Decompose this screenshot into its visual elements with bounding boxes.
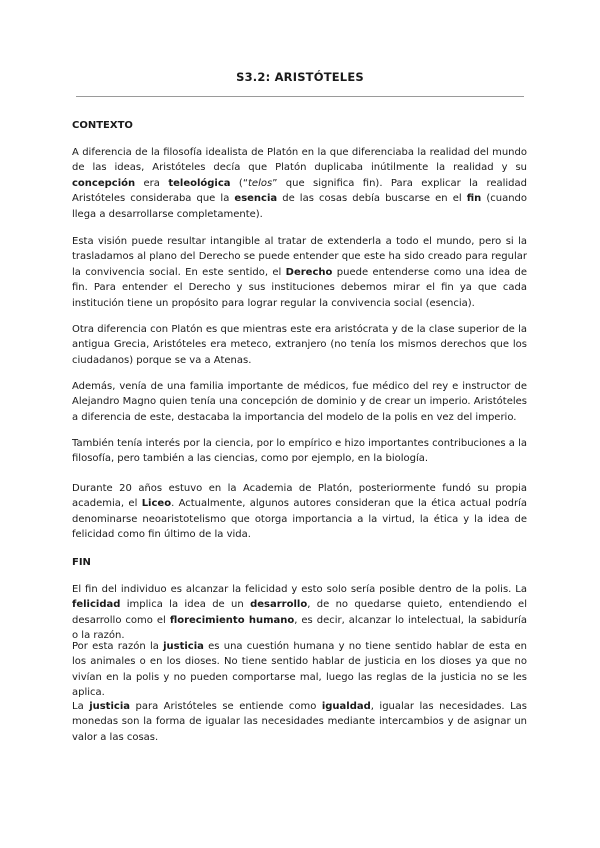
paragraph: Durante 20 años estuvo en la Academia de Platón, posteriormente fundó su propia academia, el Liceo. Actualmente, algunos autores consideran que la ética actual podría denominarse neoaristotelismo que otorga importancia a la virtud, la ética y la idea de felicidad como fin último de la vida. xyxy=(72,483,527,541)
paragraph: También tenía interés por la ciencia, por lo empírico e hizo importantes contribuciones a la filosofía, pero también a las ciencias, como por ejemplo, en la biología. xyxy=(72,438,528,465)
bold-term: justicia xyxy=(89,701,130,712)
paragraph: Esta visión puede resultar intangible al tratar de extenderla a todo el mundo, pero si la trasladamos al plano del Derecho se puede entender que este ha sido creado para regular la convivencia social. En este sentido, el Derecho puede entenderse como una idea de fin. Para entender el Derecho y sus instituciones debemos mirar el fin ya que cada institución tiene un propósito para lograr regular la convivencia social (esencia). xyxy=(72,236,527,309)
section-heading-fin: FIN xyxy=(72,557,91,568)
bold-term: teleológica xyxy=(168,177,231,189)
paragraph: La justicia para Aristóteles se entiende como igualdad, igualar las necesidades. Las monedas son la forma de igualar las necesidades mediante intercambios y de asignar un valor a las cosas. xyxy=(72,701,527,743)
title-divider xyxy=(76,96,524,97)
section-heading-contexto: CONTEXTO xyxy=(72,120,133,131)
bold-term: igualdad xyxy=(321,701,371,712)
bold-term: Derecho xyxy=(285,266,333,278)
bold-term: felicidad xyxy=(72,599,121,611)
paragraph: Además, venía de una familia importante de médicos, fue médico del rey e instructor de Alejandro Magno quien tenía una concepción de dominio y de crear un imperio. Aristóteles a diferencia de este, destacaba la importancia del modelo de la polis en vez del imperio. xyxy=(72,381,527,423)
paragraph: El fin del individuo es alcanzar la felicidad y esto solo sería posible dentro de la polis. La felicidad implica la idea de un desarrollo, de no quedarse quieto, entendiendo el desarrollo como el florecimiento humano, es decir, alcanzar lo intelectual, la sabiduría o la razón. xyxy=(72,584,527,642)
page-title: S3.2: ARISTÓTELES xyxy=(236,70,364,84)
bold-term: desarrollo xyxy=(250,599,308,611)
paragraph: A diferencia de la filosofía idealista de Platón en la que diferenciaba la realidad del mundo de las ideas, Aristóteles decía que Platón duplicaba inútilmente la realidad y su concepción era teleológica (“telos” que significa fin). Para explicar la realidad Aristóteles consideraba que la esencia de las cosas debía buscarse en el fin (cuando llega a desarrollarse completamente). xyxy=(72,147,528,220)
paragraph: Por esta razón la justicia es una cuestión humana y no tiene sentido hablar de esta en los animales o en los dioses. No tiene sentido hablar de justicia en los dioses ya que no vivían en la polis y no pueden comportarse mal, luego las reglas de la justicia no se les aplica. xyxy=(72,641,527,699)
bold-term: esencia xyxy=(234,193,278,205)
bold-term: concepción xyxy=(72,177,136,189)
bold-term: justicia xyxy=(163,641,204,652)
paragraph: Otra diferencia con Platón es que mientras este era aristócrata y de la clase superior de la antigua Grecia, Aristóteles era meteco, extranjero (no tenía los mismos derechos que los ciudadanos) porque se va a Atenas. xyxy=(72,324,527,366)
italic-term: telos xyxy=(248,177,273,189)
bold-term: florecimiento humano xyxy=(169,614,295,626)
bold-term: fin xyxy=(466,193,482,205)
bold-term: Liceo xyxy=(141,498,172,510)
